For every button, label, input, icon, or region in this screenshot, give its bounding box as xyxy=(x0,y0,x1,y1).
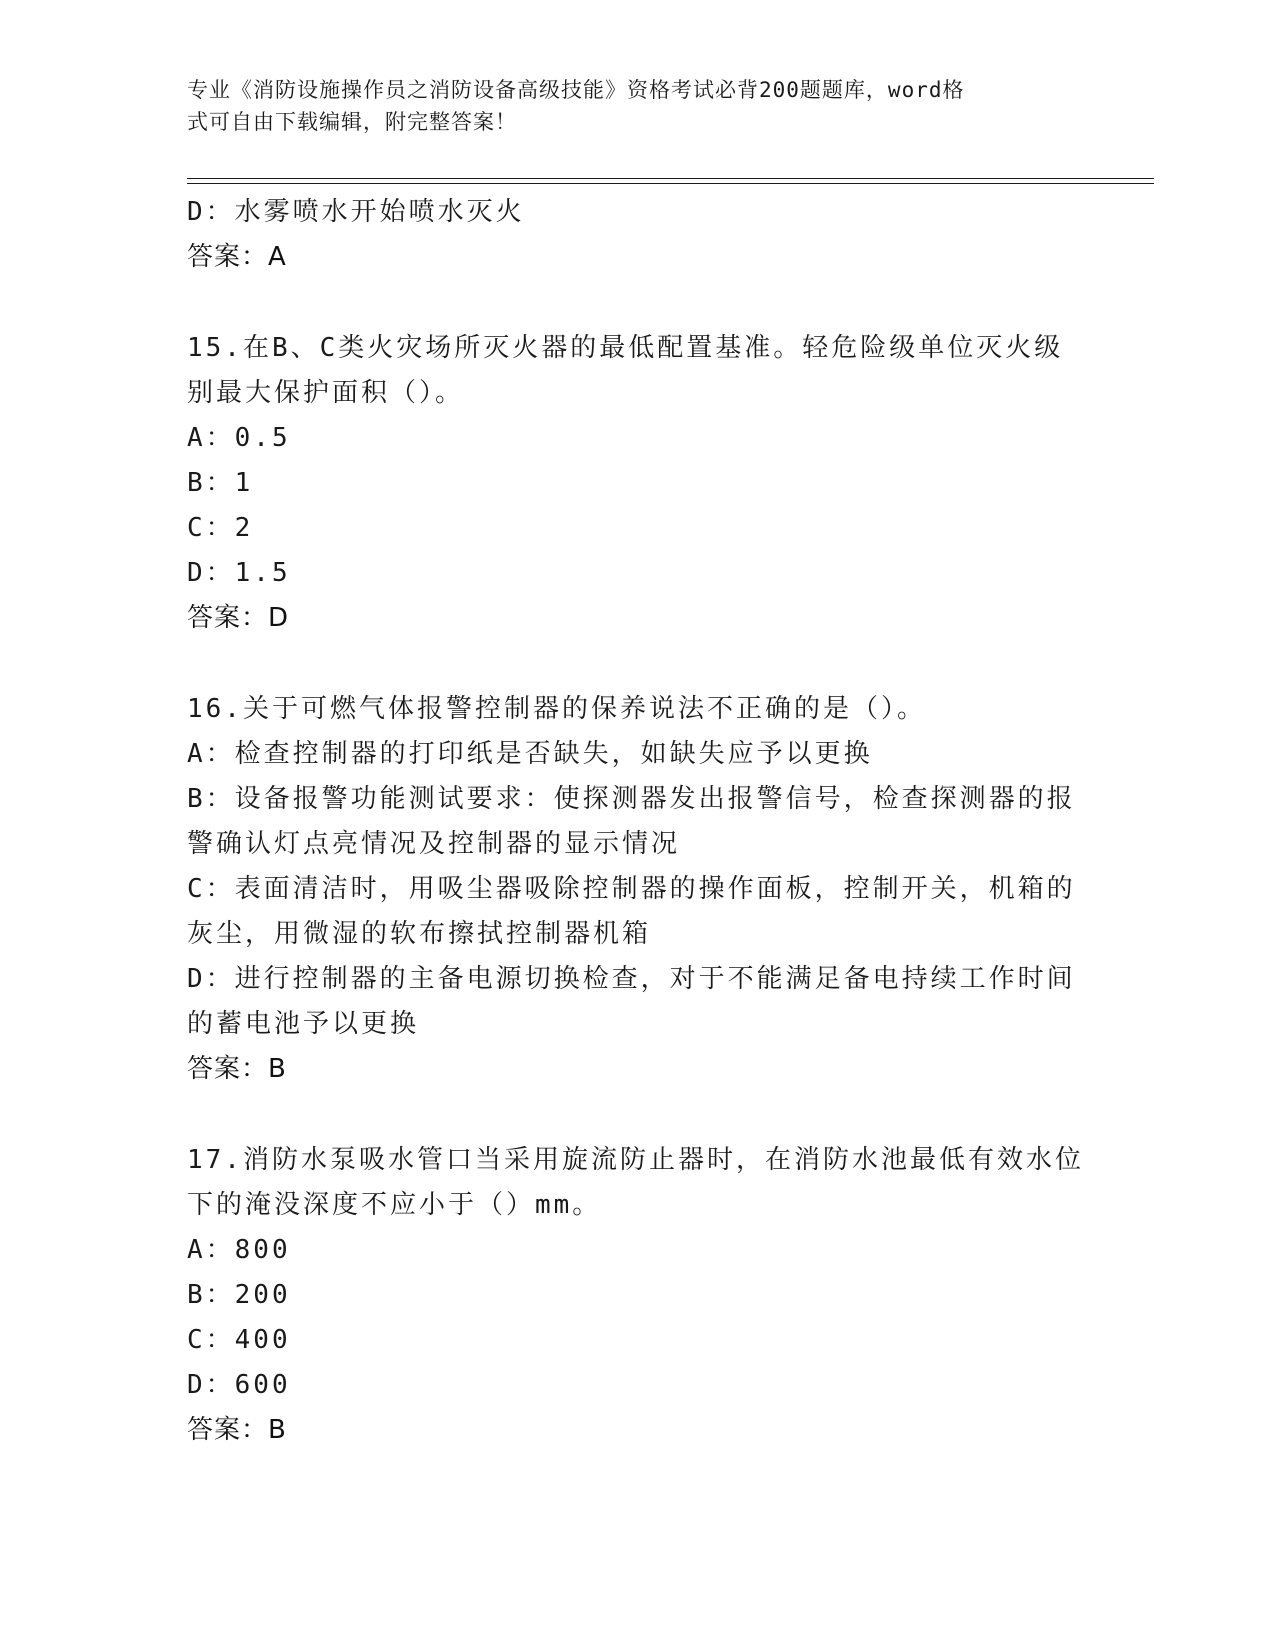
answer-line: 答案：A xyxy=(187,242,287,272)
question-stem: 16.关于可燃气体报警控制器的保养说法不正确的是（）。 xyxy=(187,694,926,724)
question-list xyxy=(187,190,1087,1453)
option-c: C：2 xyxy=(187,513,254,543)
option-b: B：200 xyxy=(187,1280,291,1310)
header-line-2: 式可自由下载编辑，附完整答案！ xyxy=(187,110,517,134)
question-16 xyxy=(187,687,1087,1092)
question-stem: 17.消防水泵吸水管口当采用旋流防止器时，在消防水池最低有效水位 xyxy=(187,1145,1084,1175)
option-c: C：400 xyxy=(187,1325,291,1355)
option-d: D：600 xyxy=(187,1370,291,1400)
option-b-continued: 警确认灯点亮情况及控制器的显示情况 xyxy=(187,829,681,859)
option-a: A：检查控制器的打印纸是否缺失，如缺失应予以更换 xyxy=(187,739,873,769)
option-b: B：1 xyxy=(187,468,254,498)
option-a: A：0.5 xyxy=(187,423,291,453)
option-d: D：水雾喷水开始喷水灭火 xyxy=(187,197,525,227)
option-c-continued: 灰尘，用微湿的软布擦拭控制器机箱 xyxy=(187,919,652,949)
answer-line: 答案：D xyxy=(187,603,290,633)
question-14-tail xyxy=(187,190,1087,280)
option-d: D：1.5 xyxy=(187,558,291,588)
spacer xyxy=(187,280,1087,326)
question-stem-continued: 别最大保护面积（）。 xyxy=(187,378,465,408)
header-divider-bottom xyxy=(187,183,1154,184)
spacer xyxy=(187,1092,1087,1138)
header-line-1: 专业《消防设施操作员之消防设备高级技能》资格考试必背200题题库，word格 xyxy=(187,78,965,102)
question-stem-continued: 下的淹没深度不应小于（）mm。 xyxy=(187,1190,602,1220)
question-17 xyxy=(187,1138,1087,1453)
spacer xyxy=(187,641,1087,687)
header-divider-top xyxy=(187,178,1154,179)
question-stem: 15.在B、C类火灾场所灭火器的最低配置基准。轻危险级单位灭火级 xyxy=(187,333,1064,363)
option-c: C：表面清洁时，用吸尘器吸除控制器的操作面板，控制开关，机箱的 xyxy=(187,874,1076,904)
answer-line: 答案：B xyxy=(187,1415,287,1445)
option-a: A：800 xyxy=(187,1235,291,1265)
question-15 xyxy=(187,326,1087,641)
option-b: B：设备报警功能测试要求：使探测器发出报警信号，检查探测器的报 xyxy=(187,784,1076,814)
option-d: D：进行控制器的主备电源切换检查，对于不能满足备电持续工作时间 xyxy=(187,964,1076,994)
option-d-continued: 的蓄电池予以更换 xyxy=(187,1009,420,1039)
document-header xyxy=(187,74,1067,138)
answer-line: 答案：B xyxy=(187,1054,287,1084)
